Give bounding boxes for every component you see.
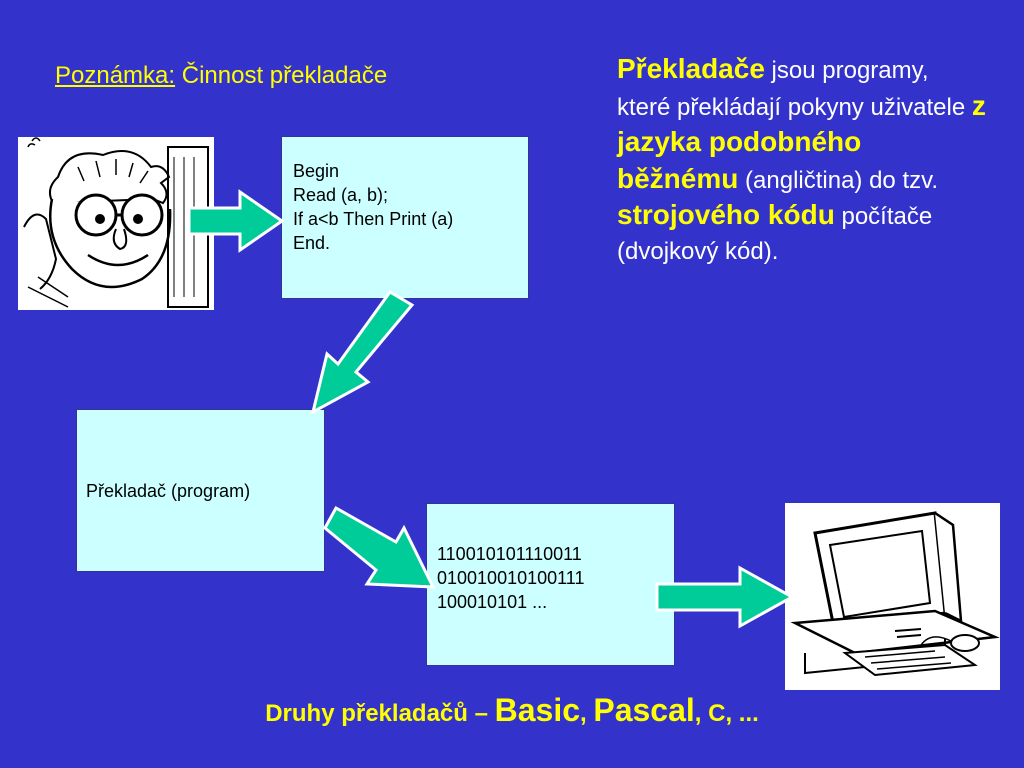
desc-highlight: z jazyka podobného běžnému (617, 89, 986, 194)
pascal-label: Pascal (593, 692, 695, 728)
code-line: Begin (293, 161, 340, 181)
desc-text: jsou programy, které překládají pokyny uživatele (617, 57, 972, 121)
note-text: Činnost překladače (175, 62, 388, 89)
basic-label: Basic (494, 692, 581, 728)
code-line: Read (a, b); (293, 185, 389, 205)
desc-text: (angličtina) do tzv. (738, 166, 938, 194)
arrow-down-right-icon (325, 508, 433, 587)
bottom-rest: , C, ... (694, 700, 759, 727)
arrow-right-icon (189, 192, 282, 250)
binary-line: 010010010100111 (437, 568, 585, 588)
description-text (617, 52, 987, 269)
note-label: Poznámka: (55, 62, 176, 89)
translator-label: Překladač (program) (86, 480, 251, 501)
code-line: If a<b Then Print (a) (293, 209, 454, 229)
desc-highlight: strojového kódu (617, 199, 835, 230)
arrow-right-icon (657, 568, 792, 626)
binary-line: 100010101 ... (437, 592, 548, 612)
desc-text: počítače (dvojkový kód). (617, 203, 933, 265)
bottom-prefix: Druhy překladačů – (265, 700, 495, 727)
code-line: End. (293, 233, 331, 253)
bottom-separator: , (580, 700, 594, 727)
binary-line: 110010101110011 (437, 544, 582, 564)
desc-highlight: Překladače (617, 53, 765, 84)
compiler-types-line (0, 692, 1024, 729)
arrow-down-left-icon (313, 292, 412, 412)
